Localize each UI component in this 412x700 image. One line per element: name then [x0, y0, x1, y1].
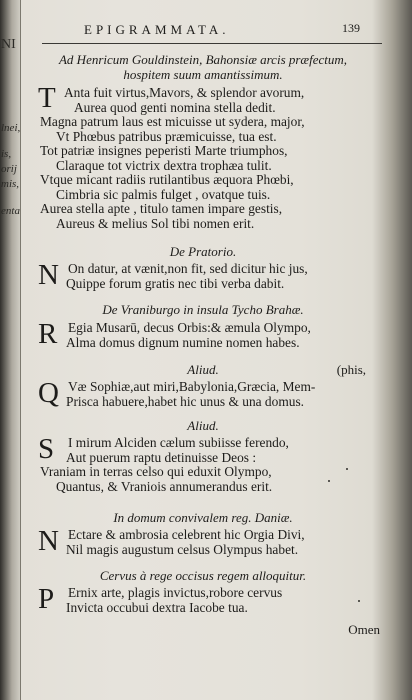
margin-fragment: orij — [1, 163, 17, 175]
poem-title-row — [28, 362, 378, 377]
drop-cap: N — [38, 259, 59, 291]
book-page — [28, 0, 378, 700]
verse-line: Cimbria sic palmis fulget , ovatque tuis. — [56, 186, 271, 202]
poem-title: Ad Henricum Gouldinstein, Bahonsiæ arcis præfectum, — [58, 52, 348, 67]
drop-cap: S — [38, 433, 55, 465]
paper-speck — [358, 600, 360, 602]
verse-line: Aureus & melius Sol tibi nomen erit. — [56, 215, 255, 231]
poem-cervus — [28, 568, 378, 615]
poem-body — [28, 583, 378, 615]
margin-fragment: enta — [1, 205, 20, 217]
margin-fragment: mis, — [1, 178, 20, 190]
verse-line: Quantus, & Vraniois annumerandus erit. — [56, 478, 273, 494]
poem-title: De Pratorio. — [169, 244, 237, 259]
verse-line: Invicta occubui dextra Iacobe tua. — [66, 599, 248, 615]
poem-body — [28, 377, 378, 409]
drop-cap: Q — [38, 377, 59, 409]
poem-de-pratorio — [28, 244, 378, 291]
verse-line: Aut puerum raptu detinuisse Deos : — [66, 449, 257, 465]
poem-aliud-first — [28, 362, 378, 409]
poem-title-continued: hospitem suum amantissimum. — [123, 67, 283, 82]
verse-line: Prisca habuere,habet hic unus & una domus. — [66, 393, 304, 409]
margin-fragment: NI — [1, 37, 16, 52]
verse-line: Ernix arte, plagis invictus,robore cervus — [68, 585, 283, 600]
poem-aliud-second — [28, 418, 378, 494]
poem-gouldinstein — [28, 52, 378, 231]
paper-speck — [328, 480, 330, 482]
verse-line: Magna patrum laus est micuisse ut sydera, major, — [40, 114, 305, 129]
poem-title: Aliud. — [187, 362, 219, 377]
margin-fragment: lnei, — [1, 122, 21, 134]
drop-cap: R — [38, 318, 58, 350]
paper-speck — [346, 468, 348, 470]
verse-line: Vt Phœbus patribus præmicuisse, tua est. — [56, 128, 277, 144]
poem-body — [28, 259, 378, 291]
verse-line: Anta fuit virtus,Mavors, & splendor avorum, — [64, 85, 305, 100]
poem-title: De Vraniburgo in insula Tycho Brahæ. — [102, 302, 304, 317]
verse-line: Vtque micant radiis rutilantibus æquora Phœbi, — [40, 172, 294, 187]
poem-title: Cervus à rege occisus regem alloquitur. — [99, 568, 307, 583]
poem-body — [28, 433, 378, 494]
poem-domum-convivalem — [28, 510, 378, 557]
poem-body — [28, 82, 378, 231]
drop-cap: T — [38, 82, 56, 114]
poem-vraniburgo — [28, 302, 378, 350]
margin-fragment: is, — [1, 148, 12, 160]
verse-line: Quippe forum gratis nec tibi verba dabit. — [66, 275, 285, 291]
verse-line: Ectare & ambrosia celebrent hic Orgia Divi, — [68, 527, 305, 542]
verse-line: Claraque tot victrix dextra trophæa tulit. — [56, 157, 272, 173]
verse-line: Egia Musarū, decus Orbis:& æmula Olympo, — [68, 320, 311, 335]
verse-line: On datur, at vænit,non fit, sed dicitur hic jus, — [68, 261, 308, 276]
verse-line: Tot patriæ insignes peperisti Marte triumphos, — [40, 143, 288, 158]
drop-cap: N — [38, 525, 59, 557]
verse-turnover: (phis, — [336, 362, 366, 377]
verse-line: Nil magis augustum celsus Olympus habet. — [66, 541, 299, 557]
header-rule — [42, 43, 382, 44]
catchword: Omen — [348, 622, 380, 637]
running-title: EPIGRAMMATA. — [84, 22, 230, 37]
poem-body — [28, 525, 378, 557]
drop-cap: P — [38, 583, 55, 615]
poem-title: In domum convivalem reg. Daniæ. — [113, 510, 293, 525]
poem-title: Aliud. — [187, 418, 219, 433]
verse-line: Alma domus dignum numine nomen habes. — [66, 334, 300, 350]
verse-line: I mirum Alciden cælum subiisse ferendo, — [68, 435, 289, 450]
verse-line: Væ Sophiæ,aut miri,Babylonia,Græcia, Mem- — [68, 379, 316, 394]
poem-body — [28, 318, 378, 350]
page-number: 139 — [342, 21, 360, 35]
verse-line: Aurea quod genti nomina stella dedit. — [74, 99, 276, 115]
verse-line: Vraniam in terras celso qui eduxit Olympo, — [40, 464, 272, 479]
previous-page-edge — [0, 0, 21, 700]
verse-line: Aurea stella apte , titulo tamen impare gestis, — [40, 201, 283, 216]
